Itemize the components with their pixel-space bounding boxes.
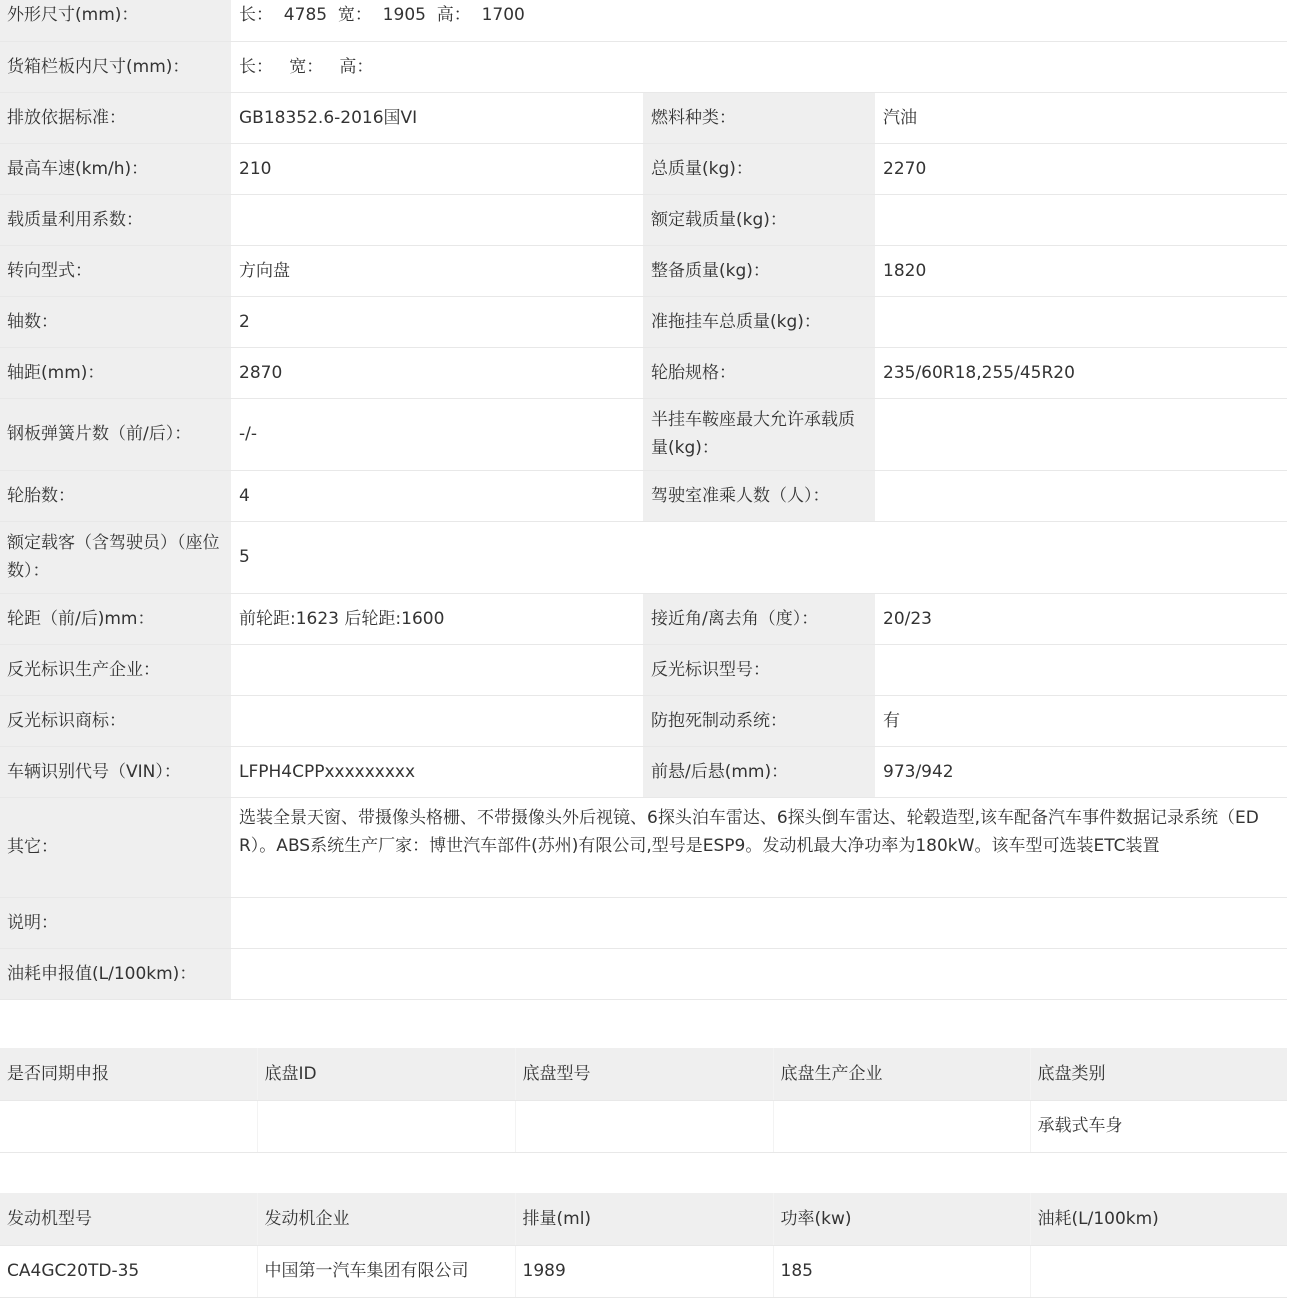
rated-passengers-label: 额定载客（含驾驶员）（座位数）： (0, 521, 231, 593)
other-label: 其它： (0, 797, 231, 897)
chassis-table (0, 1048, 1287, 1153)
vin-value: LFPH4CPPxxxxxxxxx (231, 746, 643, 797)
engine-maker-value: 中国第一汽车集团有限公司 (257, 1245, 515, 1297)
spec-row-springs (0, 398, 1287, 470)
engine-header-maker: 发动机企业 (257, 1193, 515, 1245)
overhang-value: 973/942 (875, 746, 1287, 797)
engine-power-value: 185 (773, 1245, 1030, 1297)
dimensions-label: 外形尺寸(mm)： (0, 0, 231, 41)
reflector-model-value (875, 644, 1287, 695)
reflector-brand-label: 反光标识商标： (0, 695, 231, 746)
cargo-box-value: 长： 宽： 高： (231, 41, 1287, 92)
track-value: 前轮距:1623 后轮距:1600 (231, 593, 643, 644)
track-label: 轮距（前/后)mm： (0, 593, 231, 644)
max-speed-label: 最高车速(km/h)： (0, 143, 231, 194)
saddle-load-label: 半挂车鞍座最大允许承载质量(kg)： (643, 398, 875, 470)
notes-value (231, 897, 1287, 948)
fuel-declared-label: 油耗申报值(L/100km)： (0, 948, 231, 999)
spec-row-steering (0, 245, 1287, 296)
axles-value: 2 (231, 296, 643, 347)
tire-spec-label: 轮胎规格： (643, 347, 875, 398)
tires-label: 轮胎数： (0, 470, 231, 521)
spec-row-fuel-declared (0, 948, 1287, 999)
engine-header-fuel: 油耗(L/100km) (1030, 1193, 1287, 1245)
fuel-type-value: 汽油 (875, 92, 1287, 143)
spec-row-dimensions (0, 0, 1287, 41)
engine-model-value: CA4GC20TD-35 (0, 1245, 257, 1297)
cab-passengers-value (875, 470, 1287, 521)
chassis-model-value (515, 1100, 773, 1152)
angles-label: 接近角/离去角（度）： (643, 593, 875, 644)
emission-standard-label: 排放依据标准： (0, 92, 231, 143)
saddle-load-value (875, 398, 1287, 470)
overhang-label: 前悬/后悬(mm)： (643, 746, 875, 797)
chassis-header-model: 底盘型号 (515, 1048, 773, 1100)
spec-row-passengers (0, 521, 1287, 593)
spec-row-brand (0, 695, 1287, 746)
vin-label: 车辆识别代号（VIN）： (0, 746, 231, 797)
steering-label: 转向型式： (0, 245, 231, 296)
cargo-box-label: 货箱栏板内尺寸(mm)： (0, 41, 231, 92)
chassis-header-maker: 底盘生产企业 (773, 1048, 1030, 1100)
trailer-mass-label: 准拖挂车总质量(kg)： (643, 296, 875, 347)
rated-load-label: 额定载质量(kg)： (643, 194, 875, 245)
other-value: 选装全景天窗、带摄像头格栅、不带摄像头外后视镜、6探头泊车雷达、6探头倒车雷达、轮毂造型,该车配备汽车事件数据记录系统（EDR）。ABS系统生产厂家：博世汽车部件(苏州)有限公司,型号是ESP9。发动机最大净功率为180kW。该车型可选装ETC装置 (231, 797, 1287, 897)
spec-row-emission (0, 92, 1287, 143)
max-speed-value: 210 (231, 143, 643, 194)
angles-value: 20/23 (875, 593, 1287, 644)
spec-row-speed (0, 143, 1287, 194)
chassis-header-category: 底盘类别 (1030, 1048, 1287, 1100)
tire-spec-value: 235/60R18,255/45R20 (875, 347, 1287, 398)
engine-header-model: 发动机型号 (0, 1193, 257, 1245)
axles-label: 轴数： (0, 296, 231, 347)
chassis-data-row (0, 1100, 1287, 1152)
reflector-maker-value (231, 644, 643, 695)
leaf-springs-label: 钢板弹簧片数（前/后）： (0, 398, 231, 470)
chassis-maker-value (773, 1100, 1030, 1152)
tires-value: 4 (231, 470, 643, 521)
chassis-header-id: 底盘ID (257, 1048, 515, 1100)
dimensions-value: 长： 4785 宽： 1905 高： 1700 (231, 0, 1287, 41)
engine-header-displacement: 排量(ml) (515, 1193, 773, 1245)
notes-label: 说明： (0, 897, 231, 948)
spec-row-axles (0, 296, 1287, 347)
fuel-declared-value (231, 948, 1287, 999)
engine-fuel-value (1030, 1245, 1287, 1297)
wheelbase-label: 轴距(mm)： (0, 347, 231, 398)
curb-mass-label: 整备质量(kg)： (643, 245, 875, 296)
fuel-type-label: 燃料种类： (643, 92, 875, 143)
load-coefficient-value (231, 194, 643, 245)
spec-row-vin (0, 746, 1287, 797)
chassis-id-value (257, 1100, 515, 1152)
spec-row-tires (0, 470, 1287, 521)
load-coefficient-label: 载质量利用系数： (0, 194, 231, 245)
spec-row-track (0, 593, 1287, 644)
spec-row-other (0, 797, 1287, 897)
gross-mass-value: 2270 (875, 143, 1287, 194)
steering-value: 方向盘 (231, 245, 643, 296)
trailer-mass-value (875, 296, 1287, 347)
engine-header-row (0, 1193, 1287, 1245)
reflector-maker-label: 反光标识生产企业： (0, 644, 231, 695)
curb-mass-value: 1820 (875, 245, 1287, 296)
engine-table (0, 1193, 1287, 1298)
spec-row-cargo-box (0, 41, 1287, 92)
chassis-same-period-value (0, 1100, 257, 1152)
wheelbase-value: 2870 (231, 347, 643, 398)
abs-value: 有 (875, 695, 1287, 746)
leaf-springs-value: -/- (231, 398, 643, 470)
engine-data-row (0, 1245, 1287, 1297)
spec-row-reflector (0, 644, 1287, 695)
chassis-header-same-period: 是否同期申报 (0, 1048, 257, 1100)
rated-load-value (875, 194, 1287, 245)
spec-row-load (0, 194, 1287, 245)
reflector-brand-value (231, 695, 643, 746)
spec-row-wheelbase (0, 347, 1287, 398)
gross-mass-label: 总质量(kg)： (643, 143, 875, 194)
engine-header-power: 功率(kw) (773, 1193, 1030, 1245)
cab-passengers-label: 驾驶室准乘人数（人）： (643, 470, 875, 521)
spec-row-notes (0, 897, 1287, 948)
reflector-model-label: 反光标识型号： (643, 644, 875, 695)
chassis-header-row (0, 1048, 1287, 1100)
abs-label: 防抱死制动系统： (643, 695, 875, 746)
engine-displacement-value: 1989 (515, 1245, 773, 1297)
emission-standard-value: GB18352.6-2016国VI (231, 92, 643, 143)
rated-passengers-value: 5 (231, 521, 1287, 593)
chassis-category-value: 承载式车身 (1030, 1100, 1287, 1152)
